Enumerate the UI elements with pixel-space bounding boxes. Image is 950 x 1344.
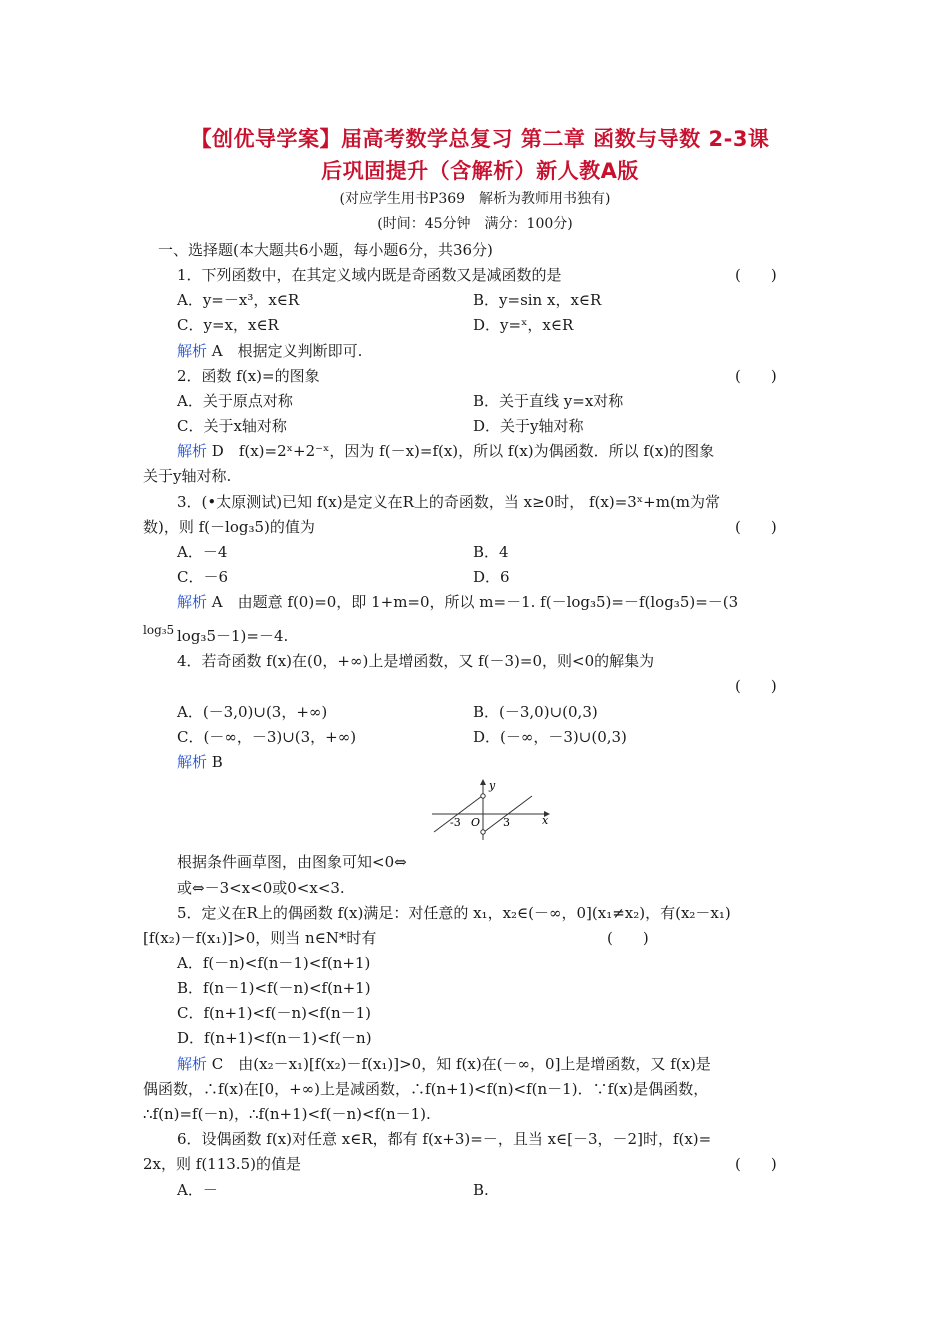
q6-option-a: A．－	[177, 1181, 218, 1199]
graph-right-tick-label: 3	[503, 816, 510, 829]
q3-answer-paren: ( )	[735, 518, 777, 536]
graph-open-point-top	[481, 794, 485, 798]
graph-origin-label: O	[471, 816, 481, 829]
q2-option-d: D．关于y轴对称	[473, 417, 584, 435]
graph-y-label: y	[489, 779, 496, 792]
q5-stem: 5．定义在R上的偶函数 f(x)满足：对任意的 x₁，x₂∈(－∞，0](x₁≠x₂)，有(x₂－x₁)	[177, 904, 731, 922]
q3-option-b: B．4	[473, 543, 509, 561]
q4-solution-label: 解析	[177, 753, 208, 771]
graph-left-tick-label: -3	[450, 816, 461, 829]
q6-stem-cont: 2x，则 f(113.5)的值是	[143, 1155, 301, 1173]
q1-solution-label: 解析	[177, 342, 208, 360]
q3-option-c: C．－6	[177, 568, 229, 586]
q5-solution-label: 解析	[177, 1055, 208, 1073]
q4-after-line2: 或⇔－3<x<0或0<x<3.	[177, 879, 345, 897]
q1-option-a: A．y=－x³，x∈R	[177, 291, 300, 309]
q4-stem: 4．若奇函数 f(x)在(0，+∞)上是增函数，又 f(－3)=0，则<0的解集为	[177, 652, 655, 670]
graph-y-arrow	[480, 779, 486, 785]
graph-open-point-bottom	[481, 830, 485, 834]
q3-solution-exponent: log₃5	[143, 623, 175, 637]
graph-x-label: x	[542, 814, 549, 827]
q3-option-a: A．－4	[177, 543, 228, 561]
q2-answer-paren: ( )	[735, 367, 777, 385]
q5-solution-cont2: ∴f(n)=f(－n)，∴f(n+1)<f(－n)<f(n－1).	[143, 1105, 431, 1123]
q4-option-d: D．(－∞，－3)∪(0,3)	[473, 728, 627, 746]
subtitle: (对应学生用书P369 解析为教师用书独有)	[339, 191, 611, 207]
q5-stem-cont: [f(x₂)－f(x₁)]>0，则当 n∈N*时有	[143, 929, 377, 947]
q3-stem-cont: 数)，则 f(－log₃5)的值为	[143, 518, 315, 536]
page-title-line2: 后巩固提升（含解析）新人教A版	[321, 159, 639, 183]
time-info: (时间：45分钟 满分：100分)	[377, 216, 573, 232]
q3-stem: 3．(•太原测试)已知 f(x)是定义在R上的奇函数，当 x≥0时， f(x)=3ˣ+m(m为常	[177, 493, 721, 511]
q2-solution-cont: 关于y轴对称.	[143, 467, 232, 485]
q2-option-c: C．关于x轴对称	[177, 417, 287, 435]
q5-solution: C 由(x₂－x₁)[f(x₂)－f(x₁)]>0，知 f(x)在(－∞，0]上是增函数，又 f(x)是	[211, 1055, 711, 1073]
q4-solution: B	[211, 753, 223, 771]
q3-option-d: D．6	[473, 568, 510, 586]
q2-stem: 2．函数 f(x)=的图象	[177, 367, 320, 385]
q1-solution: A 根据定义判断即可.	[211, 342, 363, 360]
q2-solution-label: 解析	[177, 442, 208, 460]
q5-option-c: C．f(n+1)<f(－n)<f(n－1)	[177, 1004, 372, 1022]
q5-answer-paren: ( )	[607, 929, 649, 947]
q4-answer-paren: ( )	[735, 677, 777, 695]
q6-option-b: B.	[473, 1181, 489, 1199]
q6-stem: 6．设偶函数 f(x)对任意 x∈R，都有 f(x+3)=－，且当 x∈[－3，－2]时，f(x)=	[177, 1130, 712, 1148]
q5-option-b: B．f(n－1)<f(－n)<f(n+1)	[177, 979, 371, 997]
q1-stem: 1．下列函数中，在其定义域内既是奇函数又是减函数的是	[177, 266, 562, 284]
q1-option-b: B．y=sin x，x∈R	[473, 291, 602, 309]
q1-option-d: D．y=ˣ，x∈R	[473, 316, 574, 334]
q2-option-b: B．关于直线 y=x对称	[473, 392, 624, 410]
q2-option-a: A．关于原点对称	[177, 392, 293, 410]
q4-option-c: C．(－∞，－3)∪(3，+∞)	[177, 728, 357, 746]
q5-option-a: A．f(－n)<f(n－1)<f(n+1)	[177, 954, 371, 972]
q4-option-b: B．(－3,0)∪(0,3)	[473, 703, 598, 721]
q5-solution-cont: 偶函数，∴f(x)在[0，+∞)上是减函数，∴f(n+1)<f(n)<f(n－1)．∵f(x)是偶函数，	[143, 1080, 709, 1098]
q4-option-a: A．(－3,0)∪(3，+∞)	[177, 703, 328, 721]
q1-option-c: C．y=x，x∈R	[177, 316, 279, 334]
q3-solution: A 由题意 f(0)=0，即 1+m=0，所以 m=－1. f(－log₃5)=－f(log₃5)=－(3	[211, 593, 739, 611]
q4-after-line1: 根据条件画草图，由图象可知<0⇔	[177, 853, 407, 871]
section-heading: 一、选择题(本大题共6小题，每小题6分，共36分)	[158, 241, 493, 259]
q2-solution: D f(x)=2ˣ+2⁻ˣ，因为 f(－x)=f(x)，所以 f(x)为偶函数．所以 f(x)的图象	[211, 442, 715, 460]
q6-answer-paren: ( )	[735, 1155, 777, 1173]
q5-option-d: D．f(n+1)<f(n－1)<f(－n)	[177, 1029, 372, 1047]
q4-sketch-graph	[428, 776, 558, 846]
page-title-line1: 【创优导学案】届高考数学总复习 第二章 函数与导数 2-3课	[190, 127, 770, 151]
q3-solution-cont: log₃5－1)=－4.	[177, 627, 289, 645]
q3-solution-label: 解析	[177, 593, 208, 611]
q1-answer-paren: ( )	[735, 266, 777, 284]
